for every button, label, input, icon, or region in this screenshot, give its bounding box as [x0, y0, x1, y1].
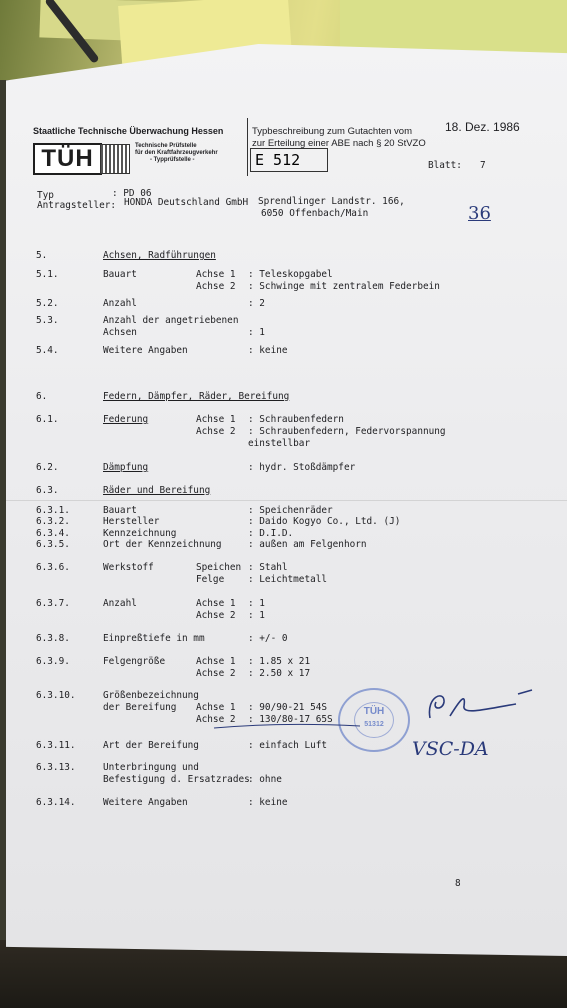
- handwritten-number: 36: [468, 203, 491, 224]
- address-line2: 6050 Offenbach/Main: [261, 208, 369, 219]
- row-value: : Teleskopgabel: [248, 269, 333, 280]
- row-number: 5.1.: [36, 269, 59, 280]
- row-sublabel: Achse 1: [196, 269, 236, 280]
- row-number: 5.: [36, 250, 48, 261]
- row-number: 5.2.: [36, 298, 59, 309]
- row-value: : 90/90-21 54S: [248, 702, 328, 713]
- row-sublabel: Achse 2: [196, 610, 236, 621]
- row-label: Unterbringung und: [103, 762, 199, 773]
- row-number: 6.3.10.: [36, 690, 76, 701]
- hessen-crest-icon: [100, 144, 130, 174]
- row-number: 6.3.7.: [36, 598, 70, 609]
- title-line1: Typbeschreibung zum Gutachten vom: [252, 126, 413, 137]
- row-value: : +/- 0: [248, 633, 288, 644]
- row-number: 6.3.: [36, 485, 59, 496]
- row-value: : 2.50 x 17: [248, 668, 311, 679]
- row-label: Art der Bereifung: [103, 740, 199, 751]
- row-number: 6.3.2.: [36, 516, 70, 527]
- row-sublabel: Achse 1: [196, 702, 236, 713]
- page-number: 8: [455, 878, 461, 889]
- row-sublabel: Achse 2: [196, 668, 236, 679]
- row-sublabel: Achse 2: [196, 426, 236, 437]
- row-label: Kennzeichnung: [103, 528, 177, 539]
- applicant-value: HONDA Deutschland GmbH: [124, 197, 249, 208]
- row-value: : 1: [248, 610, 265, 621]
- row-value: : Schraubenfedern, Federvorspannung: [248, 426, 446, 437]
- row-value: : 1: [248, 598, 265, 609]
- row-value: : Speichenräder: [248, 505, 333, 516]
- row-sublabel: Achse 2: [196, 714, 236, 725]
- stamp-number: 51312: [364, 721, 384, 728]
- row-value: : außen am Felgenhorn: [248, 539, 367, 550]
- row-number: 6.3.8.: [36, 633, 70, 644]
- row-sublabel: Achse 1: [196, 598, 236, 609]
- row-label: Werkstoff: [103, 562, 154, 573]
- row-value: : D.I.D.: [248, 528, 294, 539]
- reference-box: E 512: [250, 148, 328, 172]
- row-value: : Daido Kogyo Co., Ltd. (J): [248, 516, 401, 527]
- row-value: : keine: [248, 345, 288, 356]
- row-number: 6.1.: [36, 414, 59, 425]
- row-label: Federn, Dämpfer, Räder, Bereifung: [103, 391, 290, 402]
- row-label: Einpreßtiefe in mm: [103, 633, 205, 644]
- row-label: Räder und Bereifung: [103, 485, 211, 496]
- row-number: 6.3.6.: [36, 562, 70, 573]
- row-label: der Bereifung: [103, 702, 177, 713]
- row-number: 5.4.: [36, 345, 59, 356]
- row-number: 6.3.11.: [36, 740, 76, 751]
- handwritten-initials: [420, 686, 540, 726]
- header-sub-line2: für den Kraftfahrzeugverkehr: [135, 150, 218, 156]
- tuh-logo: TÜH: [33, 143, 102, 175]
- typ-label: Typ: [37, 190, 54, 201]
- title-date: 18. Dez. 1986: [445, 120, 520, 134]
- row-value: : Schraubenfedern: [248, 414, 344, 425]
- row-label: Bauart: [103, 505, 137, 516]
- row-number: 6.3.1.: [36, 505, 70, 516]
- row-sublabel: Achse 2: [196, 281, 236, 292]
- row-label: Anzahl: [103, 598, 137, 609]
- sheet-label: Blatt:: [428, 160, 462, 171]
- row-number: 6.3.9.: [36, 656, 70, 667]
- applicant-label: Antragsteller:: [37, 200, 117, 211]
- row-value: : hydr. Stoßdämpfer: [248, 462, 356, 473]
- row-label: Hersteller: [103, 516, 160, 527]
- row-sublabel: Achse 1: [196, 656, 236, 667]
- fold-line: [6, 500, 567, 501]
- row-number: 6.3.13.: [36, 762, 76, 773]
- row-label: Weitere Angaben: [103, 345, 188, 356]
- row-sublabel: Felge: [196, 574, 225, 585]
- document-sheet: [6, 44, 567, 956]
- sheet-number: 7: [480, 160, 486, 171]
- row-label: Achsen, Radführungen: [103, 250, 216, 261]
- row-value: : einfach Luft: [248, 740, 328, 751]
- row-number: 6.3.14.: [36, 797, 76, 808]
- row-sublabel: Speichen: [196, 562, 242, 573]
- hand-underline: [212, 720, 362, 732]
- row-value: : 130/80-17 65S: [248, 714, 333, 725]
- row-number: 6.3.4.: [36, 528, 70, 539]
- row-label: Anzahl: [103, 298, 137, 309]
- row-label: Achsen: [103, 327, 137, 338]
- row-value: : ohne: [248, 774, 282, 785]
- row-label: Anzahl der angetriebenen: [103, 315, 239, 326]
- handwritten-code: VSC-DA: [412, 738, 489, 760]
- row-value: : 1: [248, 327, 265, 338]
- stamp-text: TÜH: [363, 706, 385, 717]
- row-label: Größenbezeichnung: [103, 690, 199, 701]
- row-label: Weitere Angaben: [103, 797, 188, 808]
- row-number: 5.3.: [36, 315, 59, 326]
- row-number: 6.3.5.: [36, 539, 70, 550]
- row-value: einstellbar: [248, 438, 311, 449]
- row-label: Federung: [103, 414, 149, 425]
- row-label: Dämpfung: [103, 462, 149, 473]
- row-value: : 1.85 x 21: [248, 656, 311, 667]
- row-value: : 2: [248, 298, 265, 309]
- row-value: : Stahl: [248, 562, 288, 573]
- title-line2: zur Erteilung einer ABE nach § 20 StVZO: [252, 138, 426, 149]
- row-value: : Leichtmetall: [248, 574, 328, 585]
- row-value: : Schwinge mit zentralem Federbein: [248, 281, 440, 292]
- typ-value: : PD 06: [112, 188, 152, 199]
- row-label: Befestigung d. Ersatzrades: [103, 774, 250, 785]
- row-label: Bauart: [103, 269, 137, 280]
- address-line1: Sprendlinger Landstr. 166,: [258, 196, 405, 207]
- header-sub-line3: - Typprüfstelle -: [150, 157, 195, 163]
- header-sub-line1: Technische Prüfstelle: [135, 143, 197, 149]
- row-label: Felgengröße: [103, 656, 166, 667]
- row-number: 6.2.: [36, 462, 59, 473]
- authority-name: Staatliche Technische Überwachung Hessen: [33, 126, 224, 136]
- header-divider: [247, 118, 248, 176]
- row-sublabel: Achse 1: [196, 414, 236, 425]
- row-value: : keine: [248, 797, 288, 808]
- row-label: Ort der Kennzeichnung: [103, 539, 222, 550]
- row-number: 6.: [36, 391, 48, 402]
